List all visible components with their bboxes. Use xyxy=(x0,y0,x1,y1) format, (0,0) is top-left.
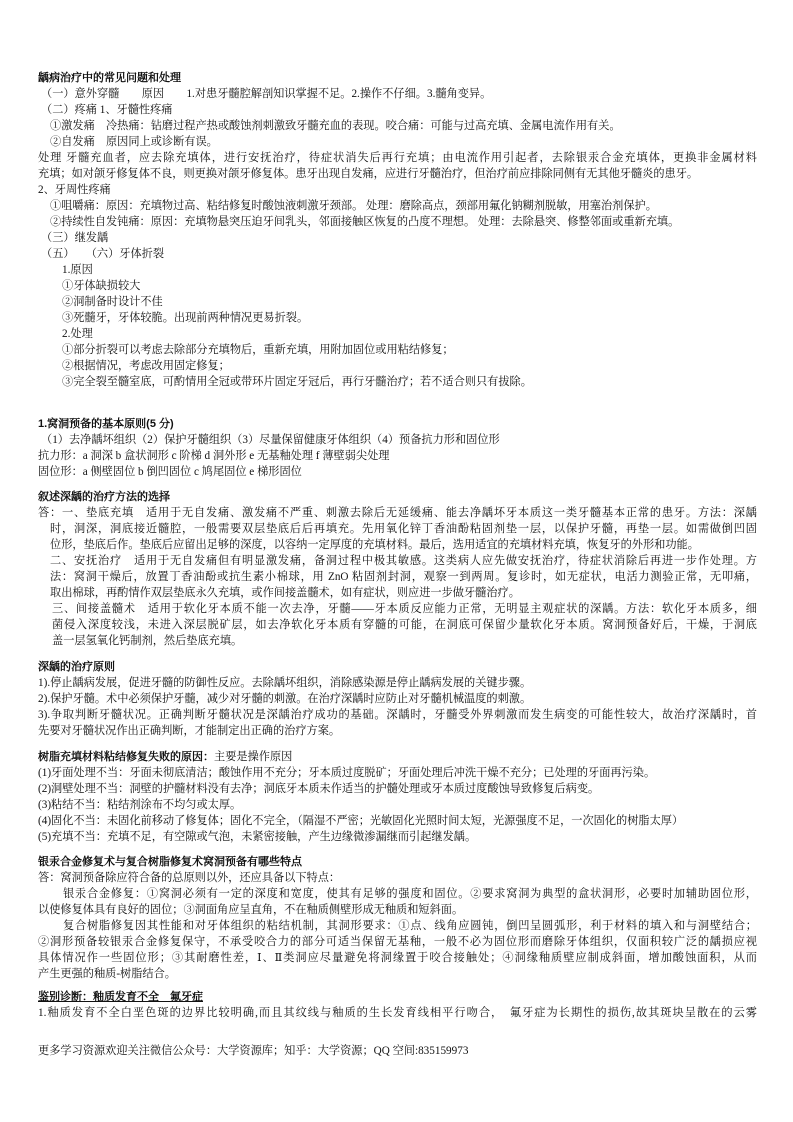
text-line: 答：一、垫底充填 适用于无自发痛、激发痛不严重、刺激去除后无延缓痛、能去净龋坏牙本质这一类牙髓基本正常的患牙。方法：深龋 xyxy=(38,507,757,519)
text-line: 盖一层氢氧化钙制剂，然后垫底充填。 xyxy=(52,635,243,647)
text-line: 1).停止龋病发展，促进牙髓的防御性反应。去除龋坏组织，消除感染源是停止龋病发展的关键步骤。 xyxy=(38,677,532,689)
text-line: 3).争取判断牙髓状况。正确判断牙髓状况是深龋治疗成功的基础。深龋时，牙髓受外界刺激而发生病变的可能性较大，故治疗深龋时，首 xyxy=(38,709,757,721)
section-amalgam-vs-resin xyxy=(38,854,757,982)
text-line: （五） （六）牙体折裂 xyxy=(41,248,165,260)
section-title: 深龋的治疗原则 xyxy=(38,661,115,673)
text-line: 答：窝洞预备除应符合备的总原则以外，还应具备以下特点： xyxy=(38,872,341,884)
text-line: 1.原因 xyxy=(62,264,93,276)
text-line: （二）疼痛 1、牙髓性疼痛 xyxy=(41,104,173,116)
section-title: 树脂充填材料粘结修复失败的原因： xyxy=(38,751,214,763)
section-differential-diagnosis xyxy=(38,989,757,1021)
text-line: ②洞制备时设计不佳 xyxy=(62,296,163,308)
text-line: (5)充填不当：充填不足，有空隙或气泡，未紧密接触，产生边缘微渗漏继而引起继发龋。 xyxy=(38,831,477,843)
section-title: 银汞合金修复术与复合树脂修复术窝洞预备有哪些特点 xyxy=(38,856,302,868)
text-line: ①部分折裂可以考虑去除部分充填物后，重新充填，用附加固位或用粘结修复； xyxy=(62,344,454,356)
text-line: ③完全裂至髓室底，可酌情用全冠或带环片固定牙冠后，再行牙髓治疗；若不适合则只有拔除。 xyxy=(62,376,532,388)
text-line: 取出棉球，再酌情作双层垫底永久充填，或作间接盖髓术，如有症状，则应进一步做牙髓治疗。 xyxy=(50,587,520,599)
text-line: （三）继发龋 xyxy=(41,232,109,244)
text-line: 产生更强的釉质-树脂结合。 xyxy=(38,968,176,980)
section-resin-failure xyxy=(38,749,757,845)
text-line: （一）意外穿髓 原因 1.对患牙髓腔解剖知识掌握不足。2.操作不仔细。3.髓角变异。 xyxy=(41,88,492,100)
text-line: 固位形：a 侧壁固位 b 倒凹固位 c 鸠尾固位 e 梯形固位 xyxy=(38,466,302,478)
footer-promo xyxy=(38,1043,757,1059)
text-line: 具体情况作一些固位形；③其耐磨性差，Ⅰ、Ⅱ类洞应尽量避免将洞缘置于咬合接触处；④洞缘釉质壁应制成斜面，增加酸蚀面积，从而 xyxy=(38,952,757,964)
section-cavity-principles xyxy=(38,416,757,480)
text-line: (3)粘结不当：粘结剂涂布不均匀或太厚。 xyxy=(38,799,242,811)
text-line: 菌侵入深度较浅，未进入深层脱矿层，如去净软化牙本质有穿髓的可能，在洞底可保留少量软化牙本质。窝洞预备好后，干燥，于洞底 xyxy=(52,619,757,631)
text-line: ②根据情况，考虑改用固定修复； xyxy=(62,360,230,372)
text-line: 2、牙周性疼痛 xyxy=(38,184,111,196)
section-title: 1.窝洞预备的基本原则(5 分) xyxy=(38,418,174,430)
text-line: 先要对牙髓状况作出正确判断，才能制定出正确的治疗方案。 xyxy=(38,725,341,737)
text-line: 三、间接盖髓术 适用于软化牙本质不能一次去净，牙髓——牙本质反应能力正常，无明显主观症状的深龋。方法：软化牙本质多，细 xyxy=(52,603,757,615)
text-line: (4)固化不当：未固化前移动了修复体；固化不完全，（隔湿不严密；光敏固化光照时间太短，光源强度不足，一次固化的树脂太厚） xyxy=(38,815,684,827)
text-line: ②持续性自发钝痛：原因：充填物悬突压迫牙间乳头，邻面接触区恢复的凸度不理想。 处理：去除悬突、修整邻面或重新充填。 xyxy=(50,216,680,228)
text-line: ②洞形预备较银汞合金修复保守，不承受咬合力的部分可适当保留无基釉，一般不必为固位形而磨除牙体组织，仅面积较广泛的龋损应视 xyxy=(38,936,757,948)
section-title: 鉴别诊断：釉质发育不全 氟牙症 xyxy=(38,991,203,1003)
text-line: 抗力形：a 洞深 b 盒状洞形 c 阶梯 d 洞外形 e 无基釉处理 f 薄壁弱尖处理 xyxy=(38,450,390,462)
text-line: 复合树脂修复因其性能和对牙体组织的粘结机制，其洞形要求：①点、线角应圆钝，倒凹呈圆弧形，利于材料的填入和与洞壁结合； xyxy=(63,920,757,932)
text-line: 时，洞深，洞底接近髓腔，一般需要双层垫底后后再填充。先用氧化锌丁香油酚粘固剂垫一层，以保护牙髓，再垫一层。如需做倒凹固 xyxy=(50,523,757,535)
section-caries-complications xyxy=(38,70,757,390)
section-deep-caries-methods xyxy=(38,489,757,649)
text-line: 位形，垫底后作。垫底后应留出足够的深度，以容纳一定厚度的充填材料。最后，选用适宜的充填材料充填，恢复牙的外形和功能。 xyxy=(50,539,699,551)
text-line: ②自发痛 原因同上或诊断有误。 xyxy=(50,136,218,148)
section-title: 龋病治疗中的常见问题和处理 xyxy=(38,72,181,84)
text-line: 法：窝洞干燥后，放置丁香油酚或抗生素小棉球，用 ZnO 粘固剂封洞，观察一到两周。复诊时，如无症状，电活力测验正常，无叩痛， xyxy=(50,571,757,583)
text-line: 银汞合金修复：①窝洞必须有一定的深度和宽度，使其有足够的强度和固位。②要求窝洞为典型的盒状洞形，必要时加辅助固位形， xyxy=(63,888,757,900)
section-deep-caries-principles xyxy=(38,659,757,739)
section-title-tail: 主要是操作原因 xyxy=(214,751,293,763)
text-line: (1)牙面处理不当：牙面未彻底清洁；酸蚀作用不充分；牙本质过度脱矿；牙面处理后冲洗干燥不充分；已处理的牙面再污染。 xyxy=(38,767,656,779)
text-line: (2)洞壁处理不当：洞壁的护髓材料没有去净；洞底牙本质未作适当的护髓处理或牙本质过度酸蚀导致修复后病变。 xyxy=(38,783,600,795)
text-line: 充填；如对颌牙修复体不良，则更换对颌牙修复体。患牙出现自发痛，应进行牙髓治疗，但治疗前应排除同侧有无其他牙髓炎的患牙。 xyxy=(38,168,699,180)
text-line: 以使修复体具有良好的固位；③洞面角应呈直角，不在釉质侧壁形成无釉质和短斜面。 xyxy=(38,904,464,916)
section-title: 叙述深龋的治疗方法的选择 xyxy=(38,491,170,503)
text-line: ①激发痛 冷热痛：钻磨过程产热或酸蚀剂刺激致牙髓充血的表现。咬合痛：可能与过高充填、金属电流作用有关。 xyxy=(50,120,621,132)
footer-text: 更多学习资源欢迎关注微信公众号：大学资源库；知乎：大学资源；QQ 空间:835159973 xyxy=(38,1045,469,1057)
text-line: 处理 牙髓充血者，应去除充填体，进行安抚治疗，待症状消失后再行充填；由电流作用引起者，去除银汞合金充填体，更换非金属材料 xyxy=(38,152,757,164)
text-line: ③死髓牙，牙体较脆。出现前两种情况更易折裂。 xyxy=(62,312,309,324)
text-line: ①咀嚼痛：原因：充填物过高、粘结修复时酸蚀液刺激牙颈部。 处理：磨除高点，颈部用氟化钠糊剂脱敏，用塞治剂保护。 xyxy=(50,200,657,212)
text-line: ①牙体缺损较大 xyxy=(62,280,141,292)
text-line: 2).保护牙髓。术中必须保护牙髓，减少对牙髓的刺激。在治疗深龋时应防止对牙髓机械温度的刺激。 xyxy=(38,693,532,705)
text-line: （1）去净龋坏组织（2）保护牙髓组织（3）尽量保留健康牙体组织（4）预备抗力形和固位形 xyxy=(41,434,500,446)
text-line: 二、安抚治疗 适用于无自发痛但有明显激发痛，备洞过程中极其敏感。这类病人应先做安抚治疗，待症状消除后再进一步作处理。方 xyxy=(50,555,757,567)
text-line: 1.釉质发育不全白垩色斑的边界比较明确,而且其纹线与釉质的生长发育线相平行吻合， 氟牙症为长期性的损伤,故其斑块呈散在的云雾 xyxy=(38,1007,757,1019)
text-line: 2.处理 xyxy=(62,328,93,340)
